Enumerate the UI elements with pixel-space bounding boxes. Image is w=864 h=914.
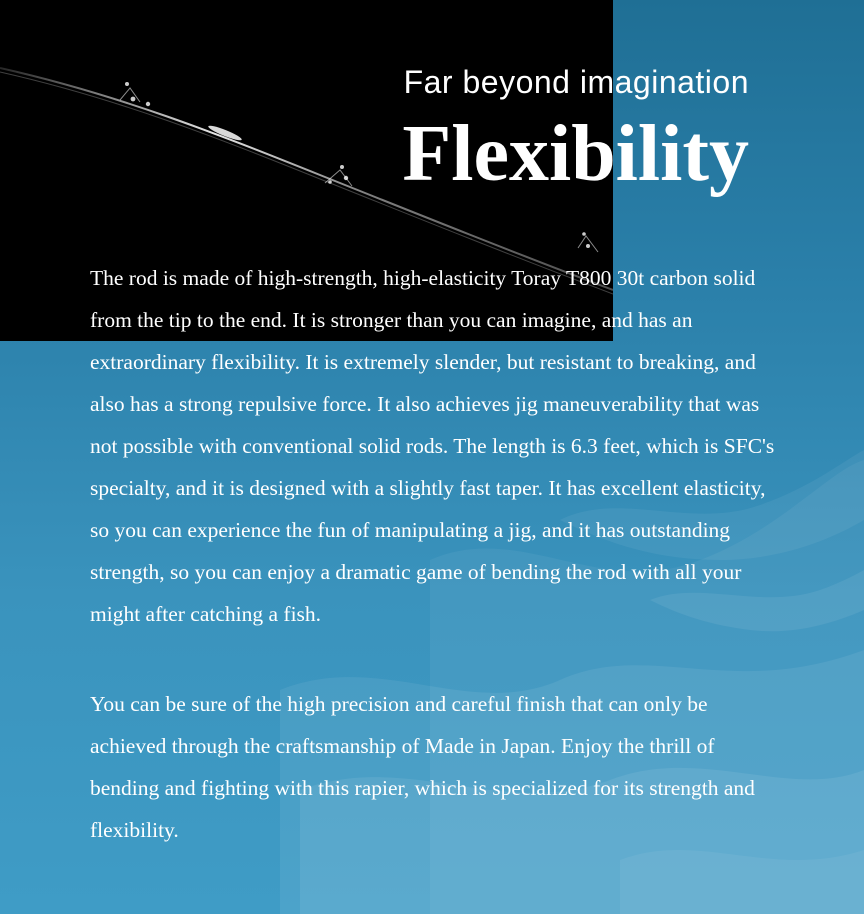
description-paragraph-2: You can be sure of the high precision and careful finish that can only be achieved through the craftsmanship of Made in Japan. Enjoy the thrill of bending and fighting with this rapier, which is specialized for its strength and flexibility.: [90, 692, 755, 842]
section-title: Flexibility: [402, 110, 749, 198]
description-paragraph-1: The rod is made of high-strength, high-elasticity Toray T800 30t carbon solid from the tip to the end. It is stronger than you can imagine, and has an extraordinary flexibility. It is extremely slender, but resistant to breaking, and also has a strong repulsive force. It also achieves jig maneuverability that was not possible with conventional solid rods. The length is 6.3 feet, which is SFC's specialty, and it is designed with a slightly fast taper. It has excellent elasticity, so you can experience the fun of manipulating a jig, and it has outstanding strength, so you can enjoy a dramatic game of bending the rod with all your might after catching a fish.: [90, 266, 775, 626]
section-subtitle: Far beyond imagination: [403, 64, 749, 100]
description-text: [90, 257, 780, 851]
